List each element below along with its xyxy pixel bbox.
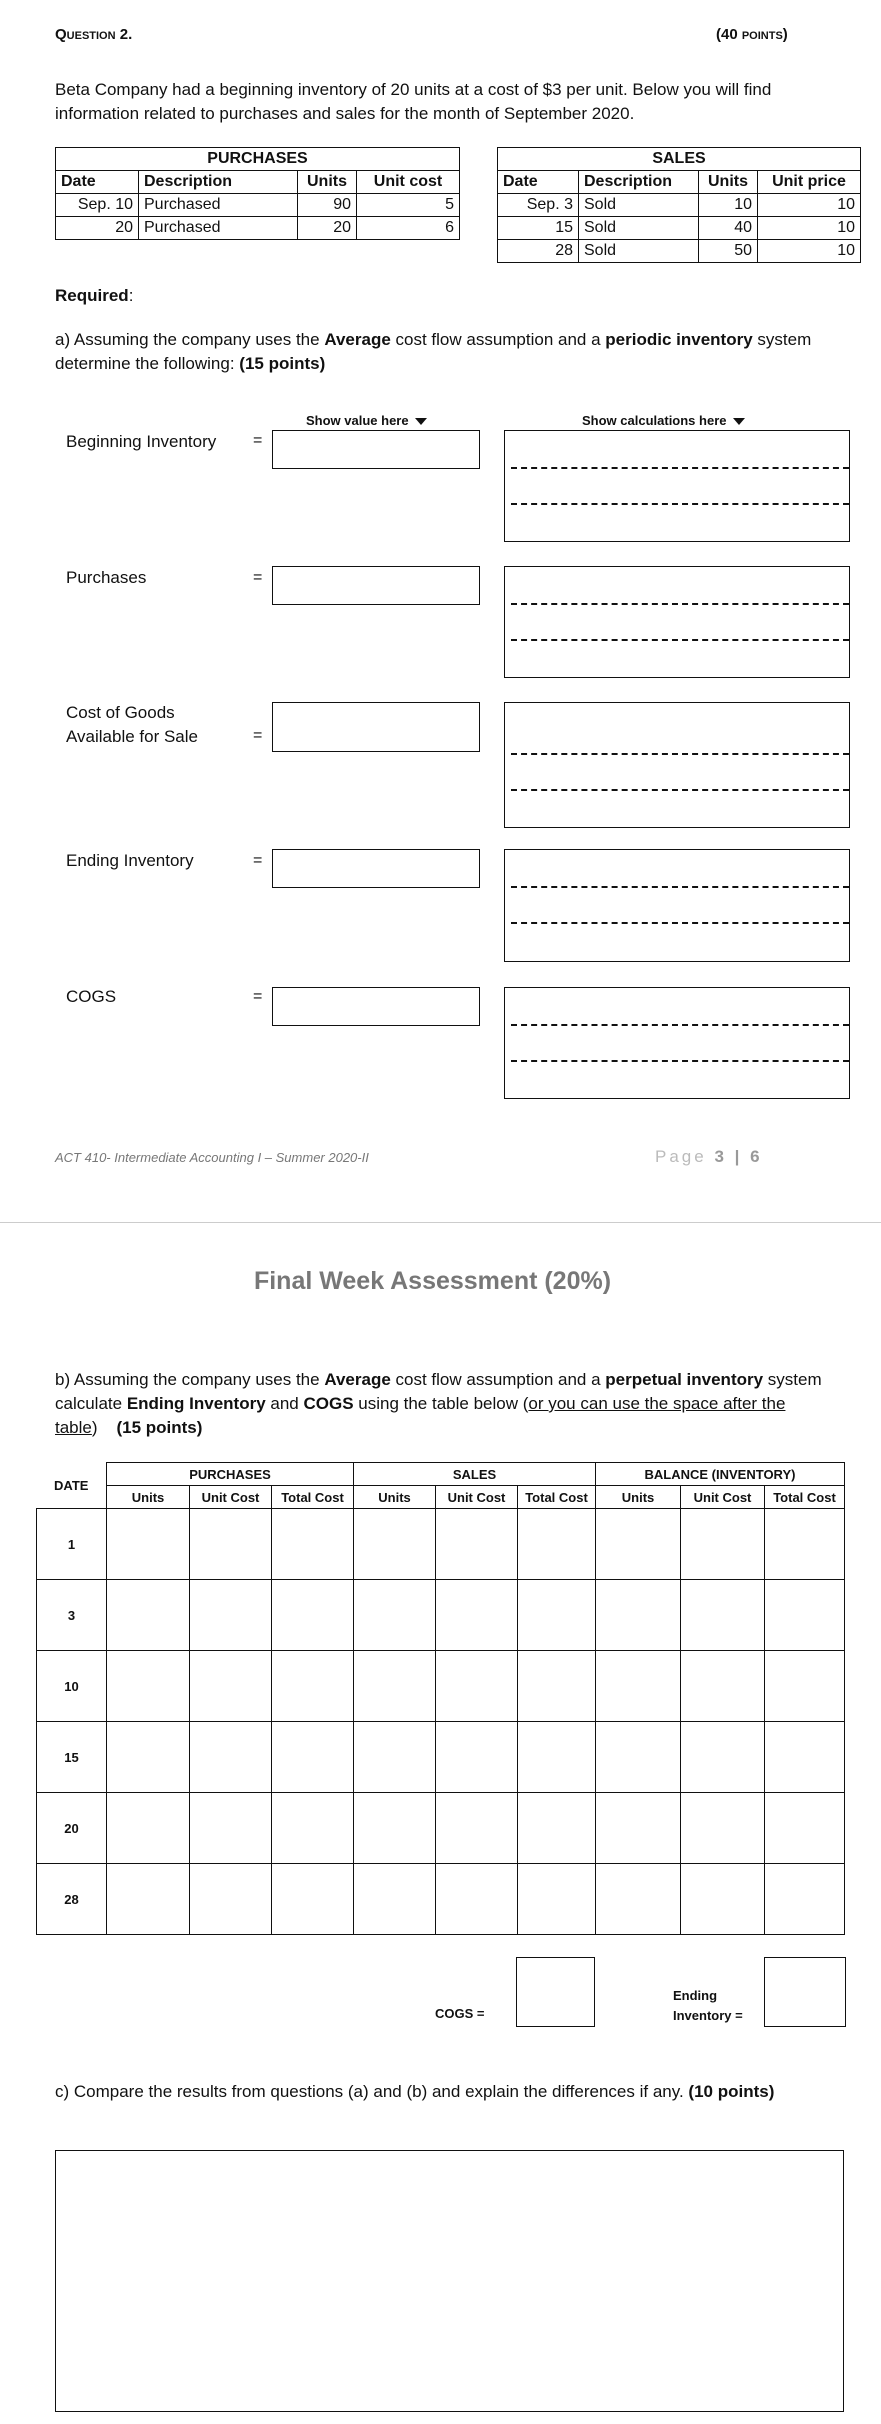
table-row [37,1580,845,1651]
sales-header-unit-price: Unit price [758,171,861,194]
cell-description: Sold [579,240,699,263]
input-cell[interactable] [107,1864,190,1935]
input-cell[interactable] [272,1722,354,1793]
label-cost-of-goods-available: Cost of Goods Available for Sale [66,703,198,746]
subheader-unit-cost: Unit Cost [436,1486,518,1509]
sales-table [497,147,861,263]
ending-inventory-answer-field[interactable] [764,1957,846,2027]
calc-column-header: Show calculations here [582,413,745,428]
date-cell: 28 [37,1864,107,1935]
subheader-unit-cost: Unit Cost [190,1486,272,1509]
input-cell[interactable] [681,1651,765,1722]
cell-unit-price: 10 [758,217,861,240]
input-cell[interactable] [272,1864,354,1935]
input-cell[interactable] [518,1580,596,1651]
equals-sign: = [253,432,263,449]
page-separator [0,1222,881,1223]
input-cell[interactable] [354,1651,436,1722]
table-row [498,194,861,217]
cogs-label: COGS = [435,2006,485,2021]
question-points: (40 points) [716,26,788,43]
input-cell[interactable] [518,1793,596,1864]
input-cell[interactable] [681,1580,765,1651]
label-cogs: COGS [66,987,117,1006]
sales-header-units: Units [699,171,758,194]
part-c-question: c) Compare the results from questions (a) and (b) and explain the differences if any. (10 points) [55,2082,775,2101]
input-cell[interactable] [190,1651,272,1722]
table-row [37,1864,845,1935]
cogas-value-field[interactable] [272,702,480,752]
input-cell[interactable] [272,1509,354,1580]
perpetual-inventory-table [36,1462,845,1935]
input-cell[interactable] [681,1509,765,1580]
caret-down-icon [415,418,427,425]
input-cell[interactable] [107,1509,190,1580]
input-cell[interactable] [436,1864,518,1935]
beginning-inventory-value-field[interactable] [272,430,480,469]
table-row [37,1509,845,1580]
input-cell[interactable] [765,1722,845,1793]
subheader-unit-cost: Unit Cost [681,1486,765,1509]
input-cell[interactable] [354,1580,436,1651]
purchases-header-date: Date [56,171,139,194]
input-cell[interactable] [596,1722,681,1793]
table-row [37,1793,845,1864]
sales-header-description: Description [579,171,699,194]
cell-date: Sep. 10 [56,194,139,217]
equals-sign: = [253,988,263,1005]
purchases-header-unit-cost: Unit cost [357,171,460,194]
input-cell[interactable] [436,1651,518,1722]
input-cell[interactable] [190,1793,272,1864]
assessment-title: Final Week Assessment (20%) [253,1267,612,1295]
input-cell[interactable] [765,1793,845,1864]
cell-description: Purchased [139,194,298,217]
cell-description: Purchased [139,217,298,240]
cell-unit-price: 10 [758,194,861,217]
cogas-calc-field[interactable] [504,702,850,828]
cell-date: 28 [498,240,579,263]
cell-description: Sold [579,217,699,240]
ending-inventory-value-field[interactable] [272,849,480,888]
date-cell: 20 [37,1793,107,1864]
input-cell[interactable] [107,1580,190,1651]
input-cell[interactable] [681,1793,765,1864]
date-cell: 1 [37,1509,107,1580]
purchases-calc-field[interactable] [504,566,850,678]
input-cell[interactable] [354,1793,436,1864]
table-row [37,1722,845,1793]
equals-sign: = [253,852,263,869]
equals-sign: = [253,569,263,586]
cell-unit-price: 10 [758,240,861,263]
ending-inventory-calc-field[interactable] [504,849,850,962]
input-cell[interactable] [765,1580,845,1651]
label-purchases: Purchases [66,568,147,587]
date-cell: 15 [37,1722,107,1793]
cell-units: 50 [699,240,758,263]
date-header: DATE [37,1463,107,1509]
table-row [498,240,861,263]
cell-date: Sep. 3 [498,194,579,217]
table-row [498,217,861,240]
purchases-table [55,147,460,240]
subheader-total-cost: Total Cost [518,1486,596,1509]
group-sales: SALES [354,1463,596,1486]
input-cell[interactable] [107,1793,190,1864]
table-row [56,217,460,240]
intro-text: Beta Company had a beginning inventory of 20 units at a cost of $3 per unit. Below you will find information related to purchases and sales for the month of September 2020. [55,80,772,123]
input-cell[interactable] [354,1509,436,1580]
required-heading: Required: [55,286,134,305]
input-cell[interactable] [436,1722,518,1793]
input-cell[interactable] [681,1864,765,1935]
question-title: Question 2. [55,26,133,43]
cell-units: 40 [699,217,758,240]
purchases-title: PURCHASES [56,148,460,171]
input-cell[interactable] [190,1864,272,1935]
subheader-units: Units [107,1486,190,1509]
ending-inventory-label: Ending Inventory = [673,1988,743,2023]
cell-unit-cost: 6 [357,217,460,240]
cell-date: 20 [56,217,139,240]
input-cell[interactable] [436,1793,518,1864]
table-row [56,194,460,217]
purchases-header-description: Description [139,171,298,194]
caret-down-icon [733,418,745,425]
input-cell[interactable] [765,1864,845,1935]
label-ending-inventory: Ending Inventory [66,851,194,870]
input-cell[interactable] [190,1722,272,1793]
purchases-header-units: Units [298,171,357,194]
footer-page-number: Page 3 | 6 [655,1147,763,1166]
label-beginning-inventory: Beginning Inventory [66,432,217,451]
input-cell[interactable] [272,1580,354,1651]
cell-units: 10 [699,194,758,217]
table-row [37,1651,845,1722]
input-cell[interactable] [272,1793,354,1864]
footer-course: ACT 410- Intermediate Accounting I – Summer 2020-II [55,1150,369,1165]
sales-title: SALES [498,148,861,171]
group-purchases: PURCHASES [107,1463,354,1486]
input-cell[interactable] [107,1722,190,1793]
cell-units: 20 [298,217,357,240]
input-cell[interactable] [681,1722,765,1793]
subheader-total-cost: Total Cost [765,1486,845,1509]
cogs-calc-field[interactable] [504,987,850,1099]
date-cell: 10 [37,1651,107,1722]
input-cell[interactable] [354,1722,436,1793]
input-cell[interactable] [596,1509,681,1580]
input-cell[interactable] [765,1651,845,1722]
equals-sign: = [253,727,263,744]
input-cell[interactable] [765,1509,845,1580]
input-cell[interactable] [518,1651,596,1722]
input-cell[interactable] [596,1651,681,1722]
purchases-value-field[interactable] [272,566,480,605]
input-cell[interactable] [596,1580,681,1651]
input-cell[interactable] [190,1580,272,1651]
input-cell[interactable] [190,1509,272,1580]
input-cell[interactable] [518,1509,596,1580]
input-cell[interactable] [272,1651,354,1722]
part-c-answer-field[interactable] [55,2150,844,2412]
input-cell[interactable] [436,1580,518,1651]
cogs-answer-field[interactable] [516,1957,595,2027]
input-cell[interactable] [596,1793,681,1864]
input-cell[interactable] [436,1509,518,1580]
input-cell[interactable] [596,1864,681,1935]
input-cell[interactable] [354,1864,436,1935]
sales-header-date: Date [498,171,579,194]
cogs-value-field[interactable] [272,987,480,1026]
input-cell[interactable] [518,1722,596,1793]
input-cell[interactable] [518,1864,596,1935]
part-a-question: a) Assuming the company uses the Average cost flow assumption and a periodic inventory system determine the following: (15 points) [55,330,812,373]
group-balance: BALANCE (INVENTORY) [596,1463,845,1486]
input-cell[interactable] [107,1651,190,1722]
value-column-header: Show value here [306,413,427,428]
cell-date: 15 [498,217,579,240]
cell-description: Sold [579,194,699,217]
part-b-question: b) Assuming the company uses the Average cost flow assumption and a perpetual inventory system calculate Ending Inventory and COGS using the table below (or you can use the space after the table) (15 points) [55,1370,822,1437]
date-cell: 3 [37,1580,107,1651]
beginning-inventory-calc-field[interactable] [504,430,850,542]
subheader-total-cost: Total Cost [272,1486,354,1509]
cell-unit-cost: 5 [357,194,460,217]
cell-units: 90 [298,194,357,217]
subheader-units: Units [354,1486,436,1509]
subheader-units: Units [596,1486,681,1509]
